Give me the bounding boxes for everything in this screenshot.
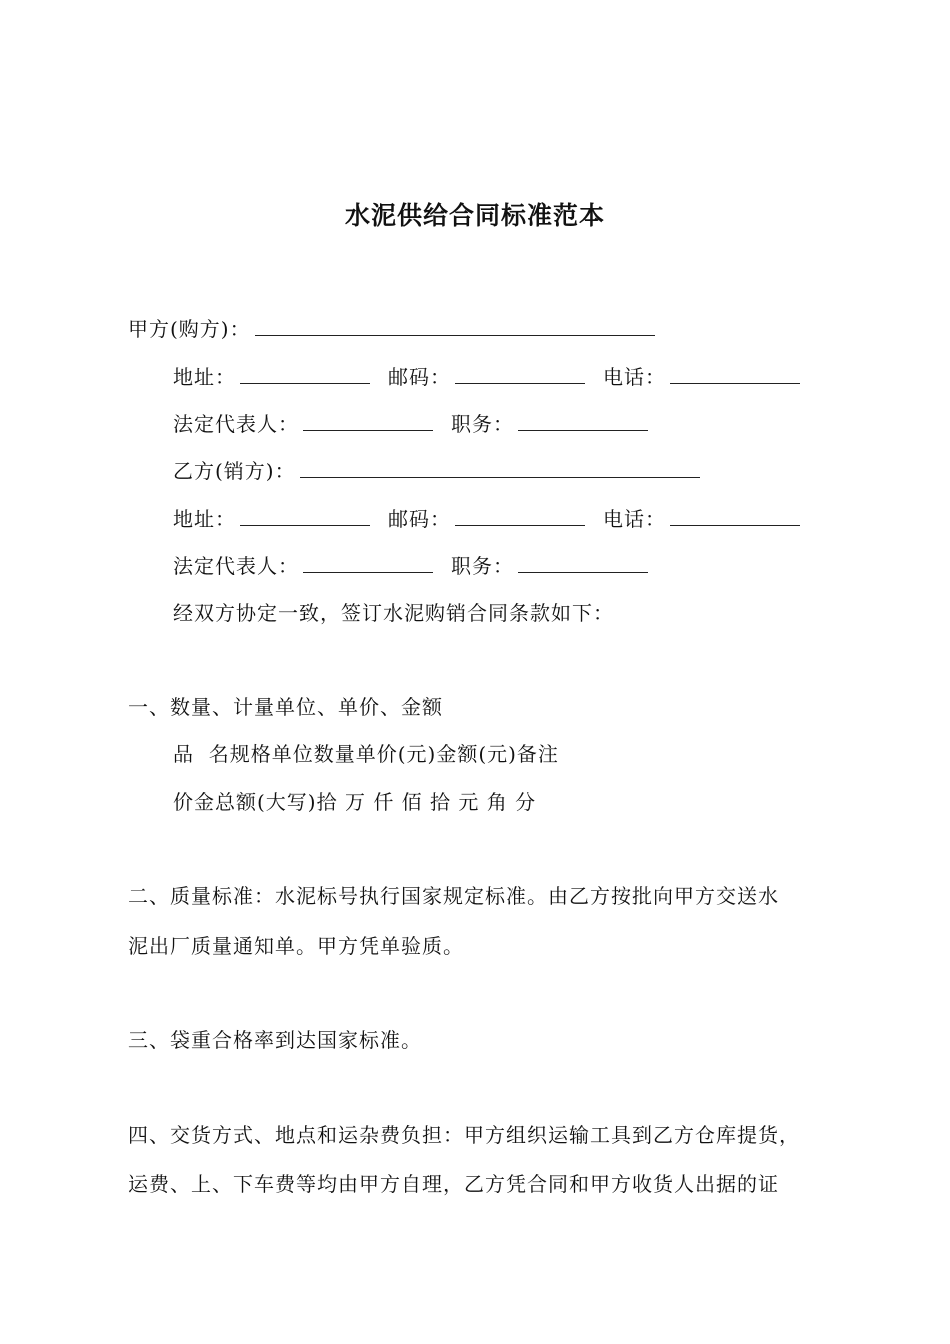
party-a-name-blank xyxy=(255,317,655,336)
document-title: 水泥供给合同标准范本 xyxy=(344,201,605,230)
party-a-phone-blank xyxy=(670,365,800,384)
section1-total-line: 价金总额(大写)拾 万 仟 佰 拾 元 角 分 xyxy=(173,790,537,814)
section1-heading: 一、数量、计量单位、单价、金额 xyxy=(128,695,443,719)
section2-line1: 二、质量标准：水泥标号执行国家规定标准。由乙方按批向甲方交送水 xyxy=(128,884,779,908)
section1-table-header: 品 名规格单位数量单价(元)金额(元)备注 xyxy=(173,742,559,766)
party-b-label: 乙方(销方)： xyxy=(173,459,296,483)
party-b-position-label: 职务： xyxy=(451,554,514,578)
party-b-phone-blank xyxy=(670,507,800,526)
party-a-position-label: 职务： xyxy=(451,412,514,436)
party-b-rep-line xyxy=(173,552,652,580)
section3-line1: 三、袋重合格率到达国家标准。 xyxy=(128,1028,422,1052)
party-b-address-blank xyxy=(240,507,370,526)
party-a-legal-rep-label: 法定代表人： xyxy=(173,412,299,436)
party-a-address-blank xyxy=(240,365,370,384)
section2-line2: 泥出厂质量通知单。甲方凭单验质。 xyxy=(128,934,464,958)
party-a-contact-line xyxy=(173,363,804,391)
party-b-postcode-label: 邮码： xyxy=(388,507,451,531)
section4-line1: 四、交货方式、地点和运杂费负担：甲方组织运输工具到乙方仓库提货， xyxy=(128,1123,800,1147)
party-a-position-blank xyxy=(518,412,648,431)
party-b-position-blank xyxy=(518,554,648,573)
party-b-contact-line xyxy=(173,505,804,533)
party-b-address-label: 地址： xyxy=(173,507,236,531)
party-b-phone-label: 电话： xyxy=(603,507,666,531)
party-a-rep-line xyxy=(173,410,652,438)
party-a-address-label: 地址： xyxy=(173,365,236,389)
party-b-name-blank xyxy=(300,459,700,478)
party-b-legal-rep-label: 法定代表人： xyxy=(173,554,299,578)
party-a-postcode-blank xyxy=(455,365,585,384)
party-b-line xyxy=(173,457,704,485)
intro-paragraph: 经双方协定一致，签订水泥购销合同条款如下： xyxy=(173,601,614,625)
party-a-phone-label: 电话： xyxy=(603,365,666,389)
section4-line2: 运费、上、下车费等均由甲方自理，乙方凭合同和甲方收货人出据的证 xyxy=(128,1172,779,1196)
party-b-legal-rep-blank xyxy=(303,554,433,573)
party-b-postcode-blank xyxy=(455,507,585,526)
party-a-label: 甲方(购方)： xyxy=(128,317,251,341)
party-a-line xyxy=(128,315,659,343)
party-a-legal-rep-blank xyxy=(303,412,433,431)
party-a-postcode-label: 邮码： xyxy=(388,365,451,389)
